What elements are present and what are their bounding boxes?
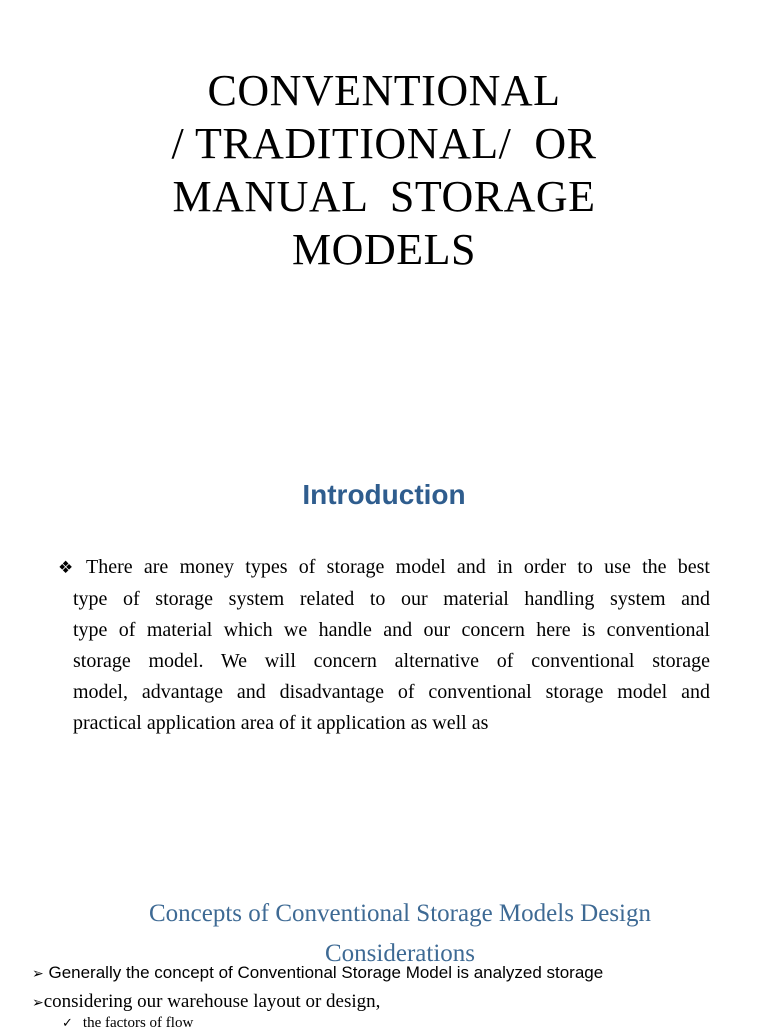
title-line: MODELS <box>292 225 476 274</box>
title-line: / TRADITIONAL/ OR <box>171 119 597 168</box>
check-bullet-icon: ✓ <box>62 1016 73 1031</box>
paragraph-line: practical application area of it application as well as <box>73 712 489 734</box>
introduction-heading: Introduction <box>302 479 466 510</box>
paragraph-line: type of storage system related to our material handling system and <box>73 588 710 610</box>
introduction-paragraph <box>58 552 710 739</box>
arrow-bullet-icon: ➢ <box>32 995 44 1011</box>
paragraph-line: type of material which we handle and our concern here is conventional <box>73 619 710 641</box>
concept-bullet-item <box>32 990 762 1015</box>
concept-bullet-item <box>32 961 762 986</box>
bullet-text: considering our warehouse layout or design, <box>43 991 381 1012</box>
document-title <box>0 64 768 276</box>
title-line: MANUAL STORAGE <box>172 172 596 221</box>
paragraph-line: storage model. We will concern alternative of conventional storage <box>73 650 710 672</box>
bullet-text: the factors of flow <box>82 1015 194 1031</box>
arrow-bullet-icon: ➢ <box>32 966 44 982</box>
title-line: CONVENTIONAL <box>207 66 561 115</box>
concepts-heading: Concepts of Conventional Storage Models Design Considerations <box>148 900 651 967</box>
paragraph-line <box>58 552 710 584</box>
diamond-bullet-icon: ❖ <box>58 558 74 578</box>
paragraph-text: There are money types of storage model and in order to use the best <box>86 556 710 578</box>
paragraph-line: model, advantage and disadvantage of conventional storage model and <box>73 681 710 703</box>
bullet-text: Generally the concept of Conventional Storage Model is analyzed storage <box>48 963 604 982</box>
